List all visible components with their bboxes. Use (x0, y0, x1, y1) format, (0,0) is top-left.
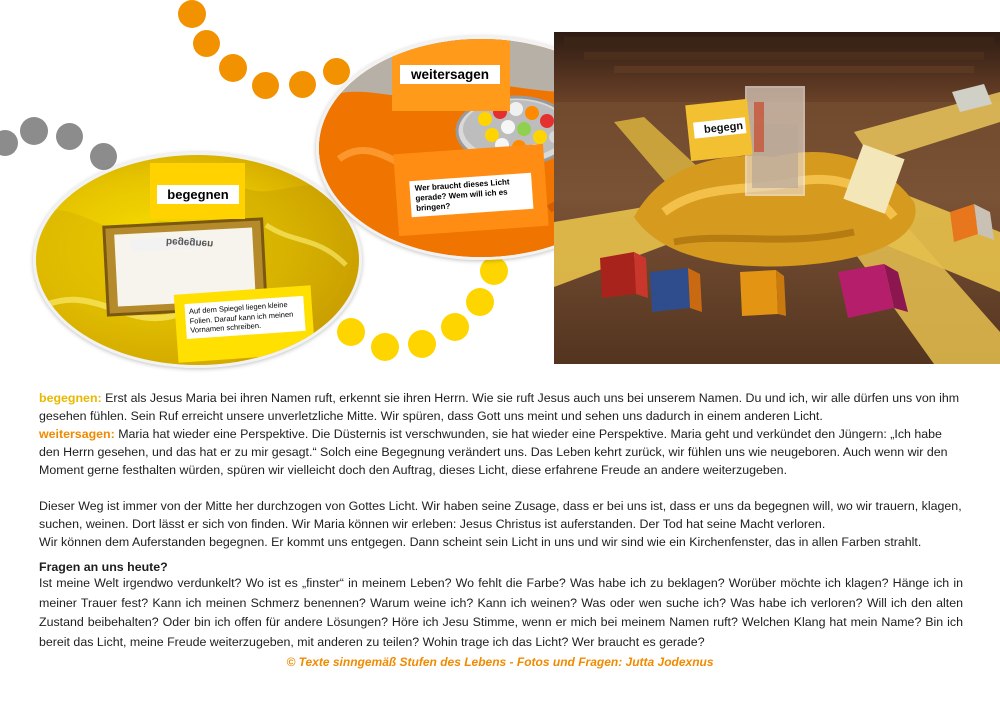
photo-church (554, 32, 1000, 364)
mirror-reflection-text: begegnen (165, 235, 214, 250)
yellow-dot (371, 333, 399, 361)
card-begegnen-label: begegnen (157, 185, 239, 204)
orange-dot (193, 30, 220, 57)
note-weitersagen (393, 144, 548, 236)
yellow-dot (408, 330, 436, 358)
paragraph-begegnen (39, 389, 963, 425)
paragraph-weitersagen-body: Maria hat wieder eine Perspektive. Die Düsternis ist verschwunden, sie hat wieder eine Perspektive. Maria geht und verkündet den Jüngern: „Ich habe den Herrn gesehen, und das hat er zu mir gesagt.“ Solch eine Begegnung verändert uns. Das Leben kehrt zurück, wir fühlen uns wie neugeboren. Auch wenn wir den Moment gerne festhalten würden, spüren wir vielleicht doch den Auftrag, dieses Licht, diese erfahrene Freude an andere weiterzugeben. (39, 427, 948, 477)
paragraph-weitersagen (39, 425, 963, 479)
paragraph-weg: Dieser Weg ist immer von der Mitte her durchzogen von Gottes Licht. Wir haben seine Zusage, dass er bei uns ist, dass er uns da begegnen will, wo wir trauern, klagen, suchen, weinen. Dort lässt er sich von finden. Wir Maria können wir erleben: Jesus Christus ist auferstanden. Der Tod hat seine Macht verloren. (39, 499, 962, 531)
text-block-weg (39, 497, 963, 551)
note-begegnen-text: Auf dem Spiegel liegen kleine Folien. Darauf kann ich meinen Vornamen schreiben. (184, 296, 305, 339)
paragraph-begegnen-body: Erst als Jesus Maria bei ihren Namen ruft, erkennt sie ihren Herrn. Wie sie ruft Jesus auch uns bei unserem Namen. Du und ich, wir alle dürfen uns von ihm gesehen fühlen. Sein Ruf erreicht unsere unverletzliche Mitte. Wir spüren, dass Gott uns meint und sehen uns dadurch in einem anderen Licht. (39, 391, 960, 423)
gray-dot (20, 117, 48, 145)
photo-church-art (554, 32, 1000, 364)
orange-dot (178, 0, 206, 28)
yellow-dot (466, 288, 494, 316)
text-block-main (39, 389, 963, 479)
orange-dot (252, 72, 279, 99)
photo-begegnen (33, 152, 362, 368)
gray-dot (0, 130, 18, 156)
orange-dot (219, 54, 247, 82)
paragraph-auferstanden: Wir können dem Auferstanden begegnen. Er kommt uns entgegen. Dann scheint sein Licht in uns und wir sind wie ein Kirchenfenster, das in allen Farben strahlt. (39, 535, 922, 549)
card-weitersagen (392, 39, 510, 111)
orange-dot (289, 71, 316, 98)
keyword-begegnen: begegnen: (39, 391, 102, 405)
note-begegnen (174, 285, 315, 362)
yellow-dot (441, 313, 469, 341)
card-weitersagen-label: weitersagen (400, 65, 500, 84)
card-begegnen (150, 163, 245, 219)
yellow-dot (480, 257, 508, 285)
questions-paragraph: Ist meine Welt irgendwo verdunkelt? Wo ist es „finster“ in meinem Leben? Wo fehlt die Farbe? Was habe ich zu beklagen? Worüber möchte ich klagen? Hänge ich in meiner Trauer fest? Kann ich meinen Schmerz benennen? Warum weine ich? Kann ich weinen? Was oder wen suche ich? Was habe ich verloren? Will ich den alten Zustand beibehalten? Oder bin ich offen für andere Lösungen? Höre ich Jesu Stimme, wenn er mich bei meinem Namen ruft? Welchen Klang hat mein Name? Bin ich bereit das Licht, meine Freude weiterzugeben, mit anderen zu teilen? Wohin trage ich das Licht? Wer braucht es gerade? (39, 576, 963, 649)
credit-line: © Texte sinngemäß Stufen des Lebens - Fotos und Fragen: Jutta Jodexnus (286, 655, 714, 669)
gray-dot (56, 123, 83, 150)
question-heading: Fragen an uns heute? (39, 560, 168, 574)
note-weitersagen-text: Wer braucht dieses Licht gerade? Wem will ich es bringen? (409, 173, 533, 217)
church-card-label: begegn (703, 119, 744, 137)
keyword-weitersagen: weitersagen: (39, 427, 115, 441)
